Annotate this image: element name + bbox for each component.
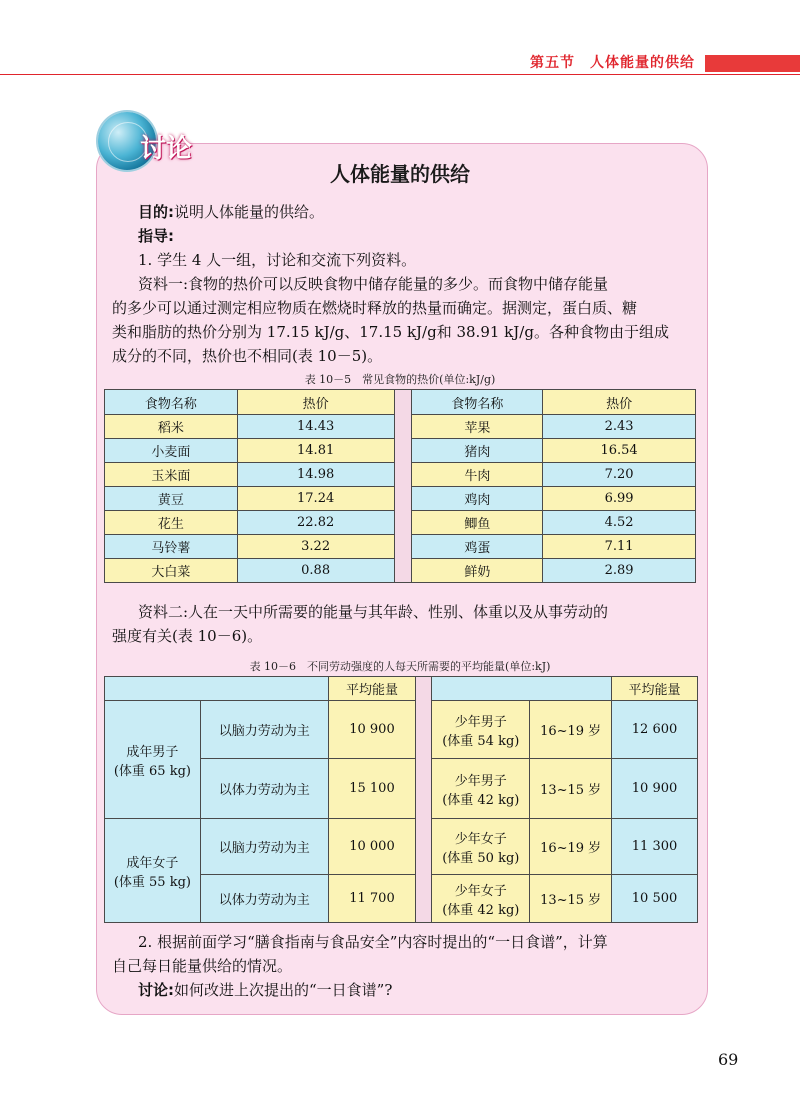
teen-group: 少年女子 xyxy=(454,831,507,847)
food-name: 花生 xyxy=(105,511,238,535)
food-value: 2.89 xyxy=(543,559,696,583)
food-value: 0.88 xyxy=(237,559,394,583)
discussion-badge-label: 讨论 xyxy=(140,134,193,164)
food-name: 鸡肉 xyxy=(412,487,543,511)
material1-line3: 类和脂肪的热价分别为 17.15 kJ/g、17.15 kJ/g和 38.91 kJ/g。各种食物由于组成 xyxy=(112,323,669,341)
energy-value: 11 300 xyxy=(612,819,698,875)
teen-age: 13~15 岁 xyxy=(530,875,612,923)
adult-female-label: 成年女子 xyxy=(126,855,179,871)
food-value: 22.82 xyxy=(237,511,394,535)
food-value: 6.99 xyxy=(543,487,696,511)
food-name: 小麦面 xyxy=(105,439,238,463)
adult-male-cell xyxy=(105,701,201,819)
teen-group: 少年男子 xyxy=(454,773,507,789)
food-value: 7.11 xyxy=(543,535,696,559)
teen-group-cell xyxy=(432,701,530,759)
energy-value: 10 900 xyxy=(328,701,416,759)
food-name: 苹果 xyxy=(412,415,543,439)
food-value: 3.22 xyxy=(237,535,394,559)
purpose-label: 目的: xyxy=(138,203,174,221)
teen-group: 少年女子 xyxy=(454,883,507,899)
food-name: 猪肉 xyxy=(412,439,543,463)
teen-group: 少年男子 xyxy=(454,714,507,730)
energy-value: 15 100 xyxy=(328,759,416,819)
teen-age: 16~19 岁 xyxy=(530,819,612,875)
energy-value: 12 600 xyxy=(612,701,698,759)
header-rule xyxy=(0,74,800,75)
adult-male-weight: (体重 65 kg) xyxy=(113,763,191,779)
table1-caption: 表 10－5 常见食物的热价(单位:kJ/g) xyxy=(304,373,496,386)
discuss-label: 讨论: xyxy=(138,981,174,999)
material1-line2: 的多少可以通过测定相应物质在燃烧时释放的热量而确定。据测定，蛋白质、糖 xyxy=(112,299,638,317)
table2-blank-header xyxy=(432,677,612,701)
step2-line2: 自己每日能量供给的情况。 xyxy=(112,957,293,975)
step2-line1: 2. 根据前面学习“膳食指南与食品安全”内容时提出的“一日食谱”，计算 xyxy=(138,933,608,951)
discussion-title: 人体能量的供给 xyxy=(330,162,470,186)
food-name: 马铃薯 xyxy=(105,535,238,559)
material1-line1: 资料一:食物的热价可以反映食物中储存能量的多少。而食物中储存能量 xyxy=(138,275,609,293)
energy-value: 10 900 xyxy=(612,759,698,819)
energy-value: 11 700 xyxy=(328,875,416,923)
food-value: 14.43 xyxy=(237,415,394,439)
food-value: 14.98 xyxy=(237,463,394,487)
teen-weight: (体重 50 kg) xyxy=(442,850,520,866)
material1-line4: 成分的不同，热价也不相同(表 10－5)。 xyxy=(112,347,383,365)
table-header: 热价 xyxy=(543,390,696,415)
table-gap xyxy=(394,390,412,583)
energy-value: 10 500 xyxy=(612,875,698,923)
food-value: 7.20 xyxy=(543,463,696,487)
food-value: 17.24 xyxy=(237,487,394,511)
food-name: 大白菜 xyxy=(105,559,238,583)
food-value: 14.81 xyxy=(237,439,394,463)
food-value: 2.43 xyxy=(543,415,696,439)
table2-caption: 表 10－6 不同劳动强度的人每天所需要的平均能量(单位:kJ) xyxy=(249,660,551,673)
teen-age: 16~19 岁 xyxy=(530,701,612,759)
teen-group-cell xyxy=(432,819,530,875)
step1-text: 1. 学生 4 人一组，讨论和交流下列资料。 xyxy=(138,251,417,269)
adult-female-weight: (体重 55 kg) xyxy=(113,874,191,890)
food-name: 鸡蛋 xyxy=(412,535,543,559)
discuss-paragraph xyxy=(138,978,723,1002)
page-number: 69 xyxy=(718,1050,739,1069)
teen-weight: (体重 54 kg) xyxy=(442,733,520,749)
purpose-paragraph xyxy=(138,200,723,224)
food-name: 玉米面 xyxy=(105,463,238,487)
purpose-text: 说明人体能量的供给。 xyxy=(174,203,325,221)
discuss-text: 如何改进上次提出的“一日食谱”? xyxy=(174,981,393,999)
table2-blank-header xyxy=(105,677,329,701)
material2-line1: 资料二:人在一天中所需要的能量与其年龄、性别、体重以及从事劳动的 xyxy=(138,603,609,621)
teen-group-cell xyxy=(432,875,530,923)
teen-weight: (体重 42 kg) xyxy=(442,902,520,918)
table-header: 食物名称 xyxy=(105,390,238,415)
header-accent-bar xyxy=(705,55,800,72)
labor-type: 以脑力劳动为主 xyxy=(200,701,328,759)
food-calorific-table xyxy=(104,389,696,583)
avg-energy-header: 平均能量 xyxy=(612,677,698,701)
energy-value: 10 000 xyxy=(328,819,416,875)
labor-type: 以体力劳动为主 xyxy=(200,875,328,923)
material2-line2: 强度有关(表 10－6)。 xyxy=(112,627,263,645)
food-value: 16.54 xyxy=(543,439,696,463)
labor-type: 以体力劳动为主 xyxy=(200,759,328,819)
table-header: 食物名称 xyxy=(412,390,543,415)
avg-energy-header: 平均能量 xyxy=(328,677,416,701)
chapter-header-title: 第五节 人体能量的供给 xyxy=(530,55,695,71)
energy-requirement-table xyxy=(104,676,698,923)
teen-weight: (体重 42 kg) xyxy=(442,792,520,808)
food-name: 鲫鱼 xyxy=(412,511,543,535)
teen-age: 13~15 岁 xyxy=(530,759,612,819)
guide-label: 指导: xyxy=(138,227,174,245)
adult-male-label: 成年男子 xyxy=(126,744,179,760)
labor-type: 以脑力劳动为主 xyxy=(200,819,328,875)
food-name: 鲜奶 xyxy=(412,559,543,583)
food-value: 4.52 xyxy=(543,511,696,535)
table-gap xyxy=(416,677,432,923)
food-name: 牛肉 xyxy=(412,463,543,487)
teen-group-cell xyxy=(432,759,530,819)
food-name: 黄豆 xyxy=(105,487,238,511)
food-name: 稻米 xyxy=(105,415,238,439)
table-header: 热价 xyxy=(237,390,394,415)
adult-female-cell xyxy=(105,819,201,923)
